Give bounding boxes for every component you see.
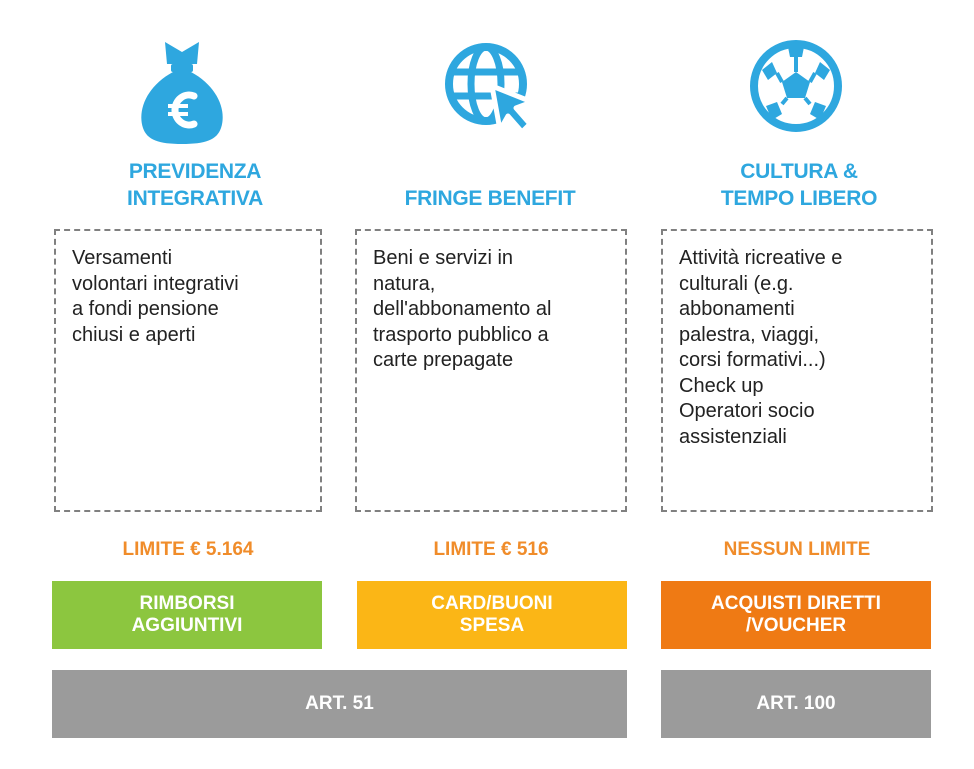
heading-fringe-benefit: FRINGE BENEFIT <box>404 187 576 210</box>
bar-card-buoni-spesa: CARD/BUONI SPESA <box>357 581 627 649</box>
bar-art-100: ART. 100 <box>661 670 931 738</box>
heading-cultura-tempo-libero: CULTURA & TEMPO LIBERO <box>720 160 878 210</box>
money-bag-euro-icon <box>137 38 227 146</box>
description-box-cultura: Attività ricreative e culturali (e.g. abbonamenti palestra, viaggi, corsi formativi...) Check up Operatori socio assistenziali <box>661 229 933 512</box>
soccer-ball-icon <box>750 40 842 132</box>
limit-fringe-benefit: LIMITE € 516 <box>433 539 549 560</box>
globe-cursor-icon <box>442 40 538 136</box>
description-box-previdenza: Versamenti volontari integrativi a fondi pensione chiusi e aperti <box>54 229 322 512</box>
description-box-fringe-benefit: Beni e servizi in natura, dell'abbonamento al trasporto pubblico a carte prepagate <box>355 229 627 512</box>
bar-rimborsi-aggiuntivi: RIMBORSI AGGIUNTIVI <box>52 581 322 649</box>
heading-previdenza-integrativa: PREVIDENZA INTEGRATIVA <box>127 160 263 210</box>
bar-acquisti-diretti-voucher: ACQUISTI DIRETTI /VOUCHER <box>661 581 931 649</box>
bar-art-51: ART. 51 <box>52 670 627 738</box>
limit-cultura: NESSUN LIMITE <box>723 539 871 560</box>
limit-previdenza: LIMITE € 5.164 <box>122 539 254 560</box>
